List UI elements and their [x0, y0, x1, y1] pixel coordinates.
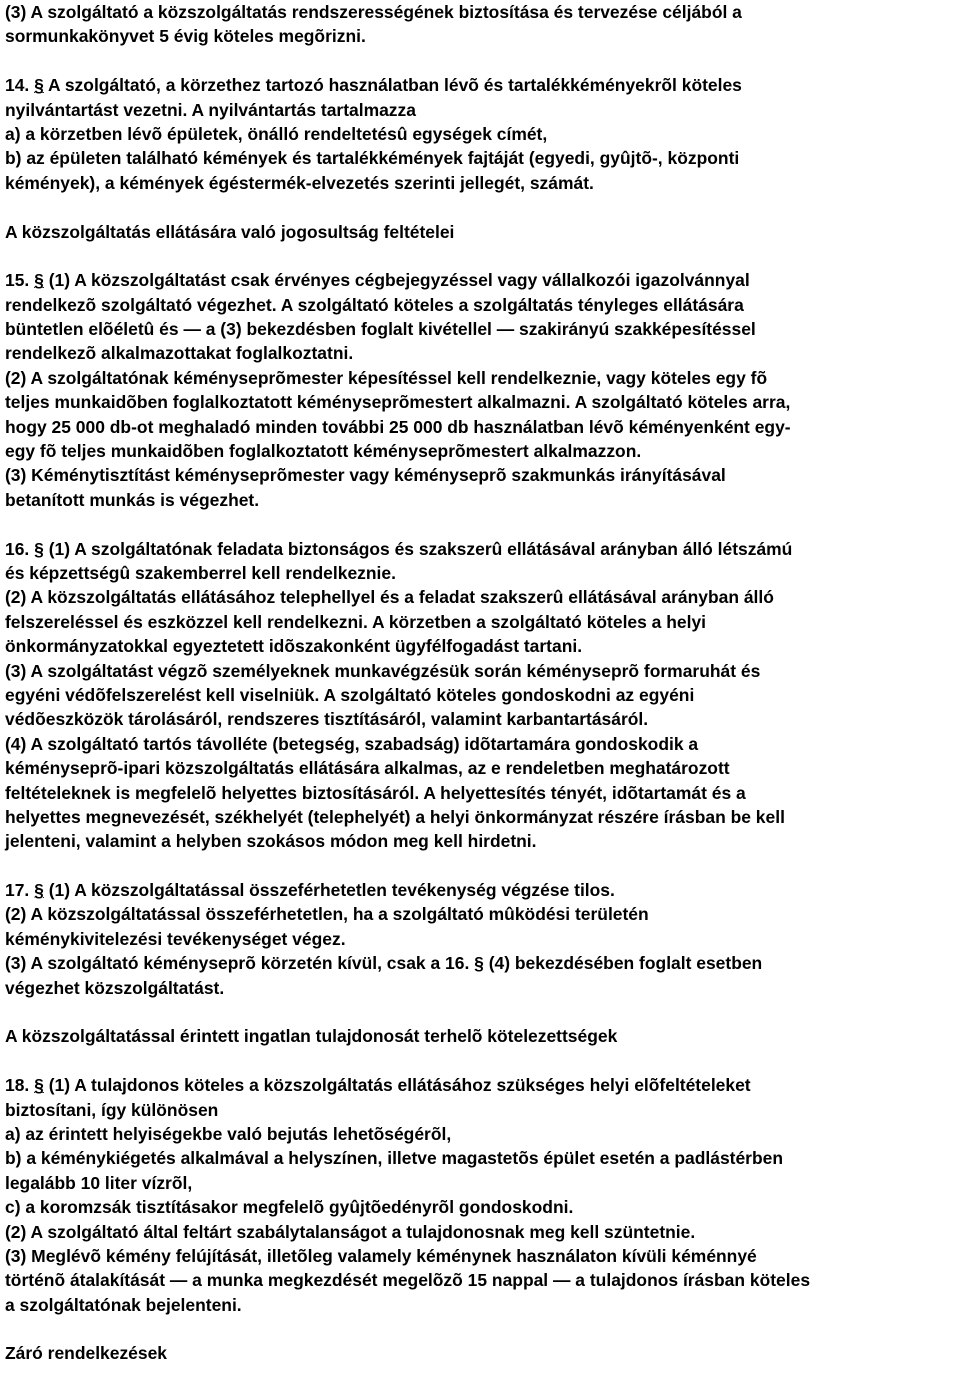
text-segment: (1) A tulajdonos köteles a közszolgáltatás ellátásához szükséges helyi elõfeltételeket [43, 1075, 751, 1096]
text-segment: (1) A közszolgáltatást csak érvényes cégbejegyzéssel vagy vállalkozói igazolvánnyal [43, 270, 750, 291]
paragraph [5, 878, 956, 1000]
paragraph-spacer [5, 244, 956, 268]
paragraph [5, 1073, 956, 1317]
section-sign: § [34, 75, 44, 96]
paragraph [5, 1341, 956, 1365]
text-line: rendelkezõ alkalmazottakat foglalkoztatni. [5, 343, 354, 364]
text-line: (4) A szolgáltató tartós távolléte (betegség, szabadság) idõtartamára gondoskodik a [5, 733, 699, 754]
text-line: (2) A szolgáltatónak kéményseprõmester képesítéssel kell rendelkeznie, vagy köteles egy fõ [5, 367, 768, 388]
text-line: (2) A közszolgáltatás ellátásához telephellyel és a feladat szakszerû ellátásával arányban álló [5, 587, 774, 608]
text-segment: 17. [5, 880, 35, 901]
text-line: A közszolgáltatás ellátására való jogosultság feltételei [5, 221, 455, 242]
text-line: c) a koromzsák tisztításakor megfelelõ gyûjtõedényrõl gondoskodni. [5, 1197, 574, 1218]
paragraph [5, 537, 956, 854]
text-line: feltételeknek is megfelelõ helyettes biztosításáról. A helyettesítés tényét, idõtartamát és a [5, 782, 746, 803]
text-line: a) az érintett helyiségekbe való bejutás lehetõségérõl, [5, 1123, 452, 1144]
text-segment: 16. [5, 538, 35, 559]
text-line [5, 73, 956, 97]
text-line [5, 537, 956, 561]
text-line: biztosítani, így különösen [5, 1099, 219, 1120]
paragraph-spacer [5, 512, 956, 536]
paragraph-spacer [5, 854, 956, 878]
text-line: b) az épületen található kémények és tartalékkémények fajtáját (egyedi, gyûjtõ-, központi [5, 148, 740, 169]
text-line: sormunkakönyvet 5 évig köteles megõrizni. [5, 26, 366, 47]
text-line: hogy 25 000 db-ot meghaladó minden további 25 000 db használatban lévõ kéményenként egy- [5, 416, 791, 437]
paragraph-spacer [5, 49, 956, 73]
text-line: betanított munkás is végezhet. [5, 489, 260, 510]
text-segment: (1) A közszolgáltatással összeférhetetlen tevékenység végzése tilos. [43, 880, 615, 901]
paragraph [5, 0, 956, 49]
paragraph-spacer [5, 195, 956, 219]
text-line: Záró rendelkezések [5, 1343, 168, 1364]
text-line: kémények), a kémények égéstermék-elvezetés szerinti jellegét, számát. [5, 172, 594, 193]
text-line [5, 268, 956, 292]
text-line: teljes munkaidõben foglalkoztatott kéményseprõmestert alkalmazni. A szolgáltató köteles arra, [5, 392, 791, 413]
text-line: legalább 10 liter vízrõl, [5, 1172, 193, 1193]
paragraph-spacer [5, 1317, 956, 1341]
paragraph [5, 73, 956, 195]
text-line: védõeszközök tárolásáról, rendszeres tisztításáról, valamint karbantartásáról. [5, 709, 649, 730]
paragraph [5, 220, 956, 244]
text-line: egy fõ teljes munkaidõben foglalkoztatott kéményseprõmestert alkalmazzon. [5, 441, 642, 462]
text-line: (3) Kéménytisztítást kéményseprõmester vagy kéményseprõ szakmunkás irányításával [5, 465, 726, 486]
section-sign: § [34, 880, 44, 901]
text-line: a) a körzetben lévõ épületek, önálló rendeltetésû egységek címét, [5, 123, 548, 144]
paragraph [5, 268, 956, 512]
text-line: (3) A szolgáltatást végzõ személyeknek munkavégzésük során kéményseprõ formaruhát és [5, 660, 761, 681]
text-line: helyettes megnevezését, székhelyét (telephelyét) a helyi önkormányzat részére írásban be kell [5, 806, 785, 827]
text-line [5, 1073, 956, 1097]
text-line: (3) A szolgáltató a közszolgáltatás rendszerességének biztosítása és tervezése céljából a [5, 2, 742, 22]
text-line: kéménykivitelezési tevékenységet végez. [5, 928, 346, 949]
section-sign: § [34, 270, 44, 291]
section-sign: § [34, 1075, 44, 1096]
text-line: (2) A szolgáltató által feltárt szabálytalanságot a tulajdonosnak meg kell szüntetnie. [5, 1221, 696, 1242]
text-line: (3) A szolgáltató kéményseprõ körzetén kívül, csak a 16. § (4) bekezdésében foglalt esetben [5, 953, 763, 974]
text-line: önkormányzatokkal egyeztetett idõszakonként ügyfélfogadást tartani. [5, 636, 583, 657]
text-line: és képzettségû szakemberrel kell rendelkeznie. [5, 562, 396, 583]
paragraph-spacer [5, 1000, 956, 1024]
text-line: történõ átalakítását — a munka megkezdését megelõzõ 15 nappal — a tulajdonos írásban köteles [5, 1270, 811, 1291]
text-line: rendelkezõ szolgáltató végezhet. A szolgáltató köteles a szolgáltatás tényleges ellátására [5, 294, 744, 315]
text-line: kéményseprõ-ipari közszolgáltatás ellátására alkalmas, az e rendeletben meghatározott [5, 758, 730, 779]
text-line: (3) Meglévõ kémény felújítását, illetõleg valamely kéménynek használaton kívüli kéménnyé [5, 1245, 757, 1266]
text-line: a szolgáltatónak bejelenteni. [5, 1294, 242, 1315]
text-line [5, 878, 956, 902]
text-line: A közszolgáltatással érintett ingatlan tulajdonosát terhelõ kötelezettségek [5, 1026, 618, 1047]
text-segment: 18. [5, 1075, 35, 1096]
text-line: egyéni védõfelszerelést kell viselniük. A szolgáltató köteles gondoskodni az egyéni [5, 684, 695, 705]
paragraph-spacer [5, 1049, 956, 1073]
text-segment: 14. [5, 75, 35, 96]
text-line: (2) A közszolgáltatással összeférhetetlen, ha a szolgáltató mûködési területén [5, 904, 649, 925]
text-line: felszereléssel és eszközzel kell rendelkezni. A körzetben a szolgáltató köteles a helyi [5, 611, 707, 632]
text-line: b) a kéménykiégetés alkalmával a helyszínen, illetve magastetõs épület esetén a padlástérben [5, 1148, 783, 1169]
text-line: jelenteni, valamint a helyben szokásos módon meg kell hirdetni. [5, 831, 537, 852]
text-segment: (1) A szolgáltatónak feladata biztonságos és szakszerû ellátásával arányban álló létszámú [43, 538, 793, 559]
section-sign: § [34, 538, 44, 559]
text-segment: 15. [5, 270, 35, 291]
text-line: nyilvántartást vezetni. A nyilvántartás tartalmazza [5, 99, 416, 120]
paragraph [5, 1024, 956, 1048]
text-line: végezhet közszolgáltatást. [5, 977, 225, 998]
document-body [5, 0, 956, 1366]
text-segment: A szolgáltató, a körzethez tartozó használatban lévõ és tartalékkéményekrõl köteles [43, 75, 742, 96]
text-line: büntetlen elõéletû és — a (3) bekezdésben foglalt kivétellel — szakirányú szakképesítéssel [5, 319, 756, 340]
